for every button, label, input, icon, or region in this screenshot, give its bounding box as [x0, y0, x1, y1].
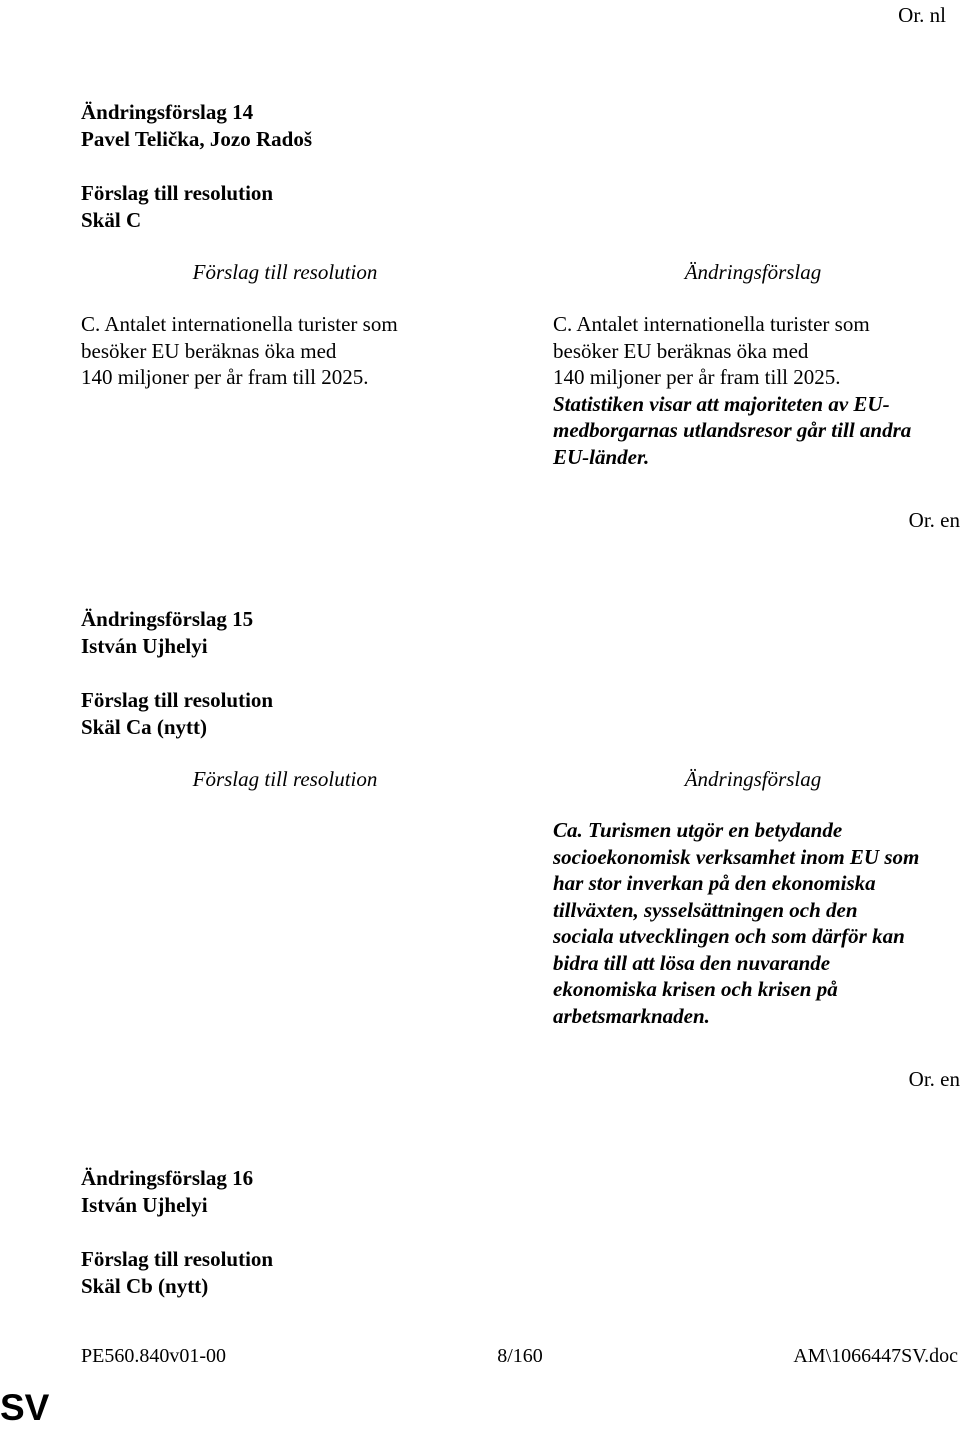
amendment-14-reference: Skäl C — [81, 208, 142, 232]
amendment-15-reference: Skäl Ca (nytt) — [81, 715, 208, 739]
language-tag: SV — [0, 1387, 50, 1428]
added-text-line: medborgarnas utlandsresor går till andra — [553, 418, 912, 442]
amendment-15-title: Ändringsförslag 15 — [81, 607, 254, 631]
amendment-14-doc-type: Förslag till resolution — [81, 181, 274, 205]
text-line: besöker EU beräknas öka med — [81, 338, 337, 363]
amendment-15-left-column-heading: Förslag till resolution — [192, 767, 378, 791]
added-text-line: EU-länder. — [553, 444, 650, 469]
footer-document-reference: PE560.840v01-00 — [81, 1345, 226, 1367]
text-line: C. Antalet internationella turister som — [81, 312, 398, 336]
amendment-14-title: Ändringsförslag 14 — [81, 100, 254, 124]
amendment-16-reference: Skäl Cb (nytt) — [81, 1274, 209, 1298]
amendment-14-right-column-heading: Ändringsförslag — [684, 260, 822, 284]
amendment-15-right-column-heading: Ändringsförslag — [684, 767, 822, 791]
amendment-16-authors: István Ujhelyi — [81, 1193, 208, 1217]
added-text-line: har stor inverkan på den ekonomiska — [553, 871, 876, 895]
text-line: C. Antalet internationella turister som — [553, 312, 870, 336]
amendment-14-original-text — [81, 311, 398, 391]
text-line: besöker EU beräknas öka med — [553, 338, 809, 363]
amendment-16-doc-type: Förslag till resolution — [81, 1247, 274, 1271]
text-line: 140 miljoner per år fram till 2025. — [553, 365, 841, 389]
amendment-15-original-language: Or. en — [908, 1067, 960, 1091]
amendment-14-amended-text — [553, 311, 911, 470]
added-text-line: ekonomiska krisen och krisen på — [553, 977, 838, 1001]
added-text-line: arbetsmarknaden. — [553, 1003, 710, 1028]
added-text-line: Statistiken visar att majoriteten av EU- — [553, 391, 890, 416]
added-text-line: bidra till att lösa den nuvarande — [553, 950, 831, 975]
amendment-15-authors: István Ujhelyi — [81, 634, 208, 658]
original-language-header: Or. nl — [898, 3, 946, 27]
footer-file-reference: AM\1066447SV.doc — [793, 1345, 958, 1367]
amendment-16-title: Ändringsförslag 16 — [81, 1166, 254, 1190]
amendment-14-left-column-heading: Förslag till resolution — [192, 260, 378, 284]
added-text-line: Ca. Turismen utgör en betydande — [553, 818, 843, 842]
footer-page-number: 8/160 — [497, 1345, 543, 1367]
added-text-line: tillväxten, sysselsättningen och den — [553, 897, 858, 922]
added-text-line: sociala utvecklingen och som därför kan — [553, 924, 905, 948]
amendment-14-authors: Pavel Telička, Jozo Radoš — [81, 127, 313, 151]
text-line: 140 miljoner per år fram till 2025. — [81, 365, 369, 389]
amendment-15-doc-type: Förslag till resolution — [81, 688, 274, 712]
amendment-15-amended-text — [553, 817, 919, 1029]
added-text-line: socioekonomisk verksamhet inom EU som — [553, 844, 920, 869]
amendment-14-original-language: Or. en — [908, 508, 960, 532]
